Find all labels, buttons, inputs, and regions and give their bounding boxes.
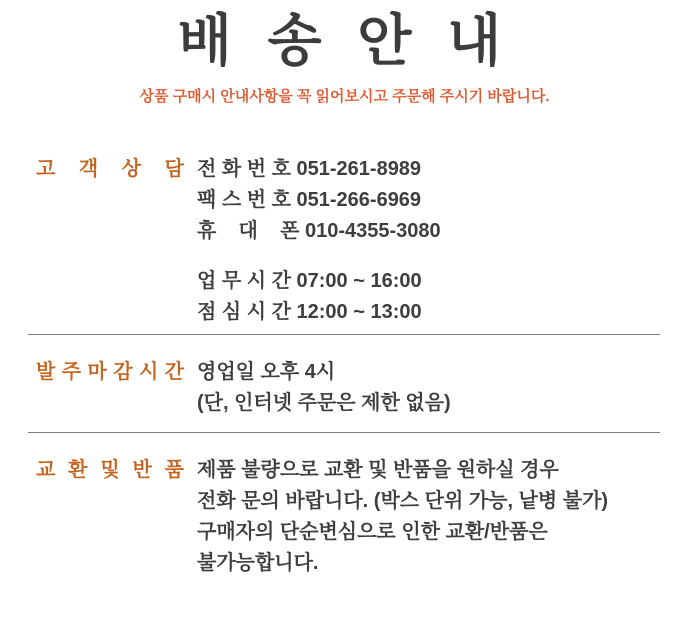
lunch-hours-line: 점 심 시 간 12:00 ~ 13:00	[197, 301, 422, 323]
order-deadline-content	[197, 357, 451, 419]
exchange-restriction-line: 구매자의 단순변심으로 인한 교환/반품은	[197, 521, 548, 543]
section-order-deadline	[0, 357, 689, 419]
section-label-exchange-return: 교 환 및 반 품	[36, 459, 184, 481]
phone-number-line: 전 화 번 호 051-261-8989	[197, 158, 422, 180]
exchange-impossible-line: 불가능합니다.	[197, 552, 319, 574]
deadline-time-line: 영업일 오후 4시	[197, 361, 336, 383]
section-exchange-return	[0, 455, 689, 579]
page-subtitle: 상품 구매시 안내사항을 꼭 읽어보시고 주문해 주시기 바랍니다.	[139, 88, 550, 105]
section-divider	[28, 432, 660, 433]
section-customer-service	[0, 154, 689, 328]
mobile-number-line: 휴 대 폰 010-4355-3080	[197, 220, 441, 242]
fax-number-line: 팩 스 번 호 051-266-6969	[197, 189, 422, 211]
exchange-contact-line: 전화 문의 바랍니다. (박스 단위 가능, 낱병 불가)	[197, 490, 609, 512]
blank-line-spacer	[197, 247, 441, 266]
section-label-order-deadline: 발 주 마 감 시 간	[36, 361, 184, 383]
exchange-return-content	[197, 455, 608, 579]
deadline-note-line: (단, 인터넷 주문은 제한 없음)	[197, 392, 451, 414]
section-label-customer-service: 고 객 상 담	[36, 158, 184, 180]
customer-service-content	[197, 154, 441, 328]
page-title: 배 송 안 내	[177, 9, 512, 72]
business-hours-line: 업 무 시 간 07:00 ~ 16:00	[197, 270, 422, 292]
exchange-condition-line: 제품 불량으로 교환 및 반품을 원하실 경우	[197, 459, 559, 481]
section-divider	[28, 334, 660, 335]
